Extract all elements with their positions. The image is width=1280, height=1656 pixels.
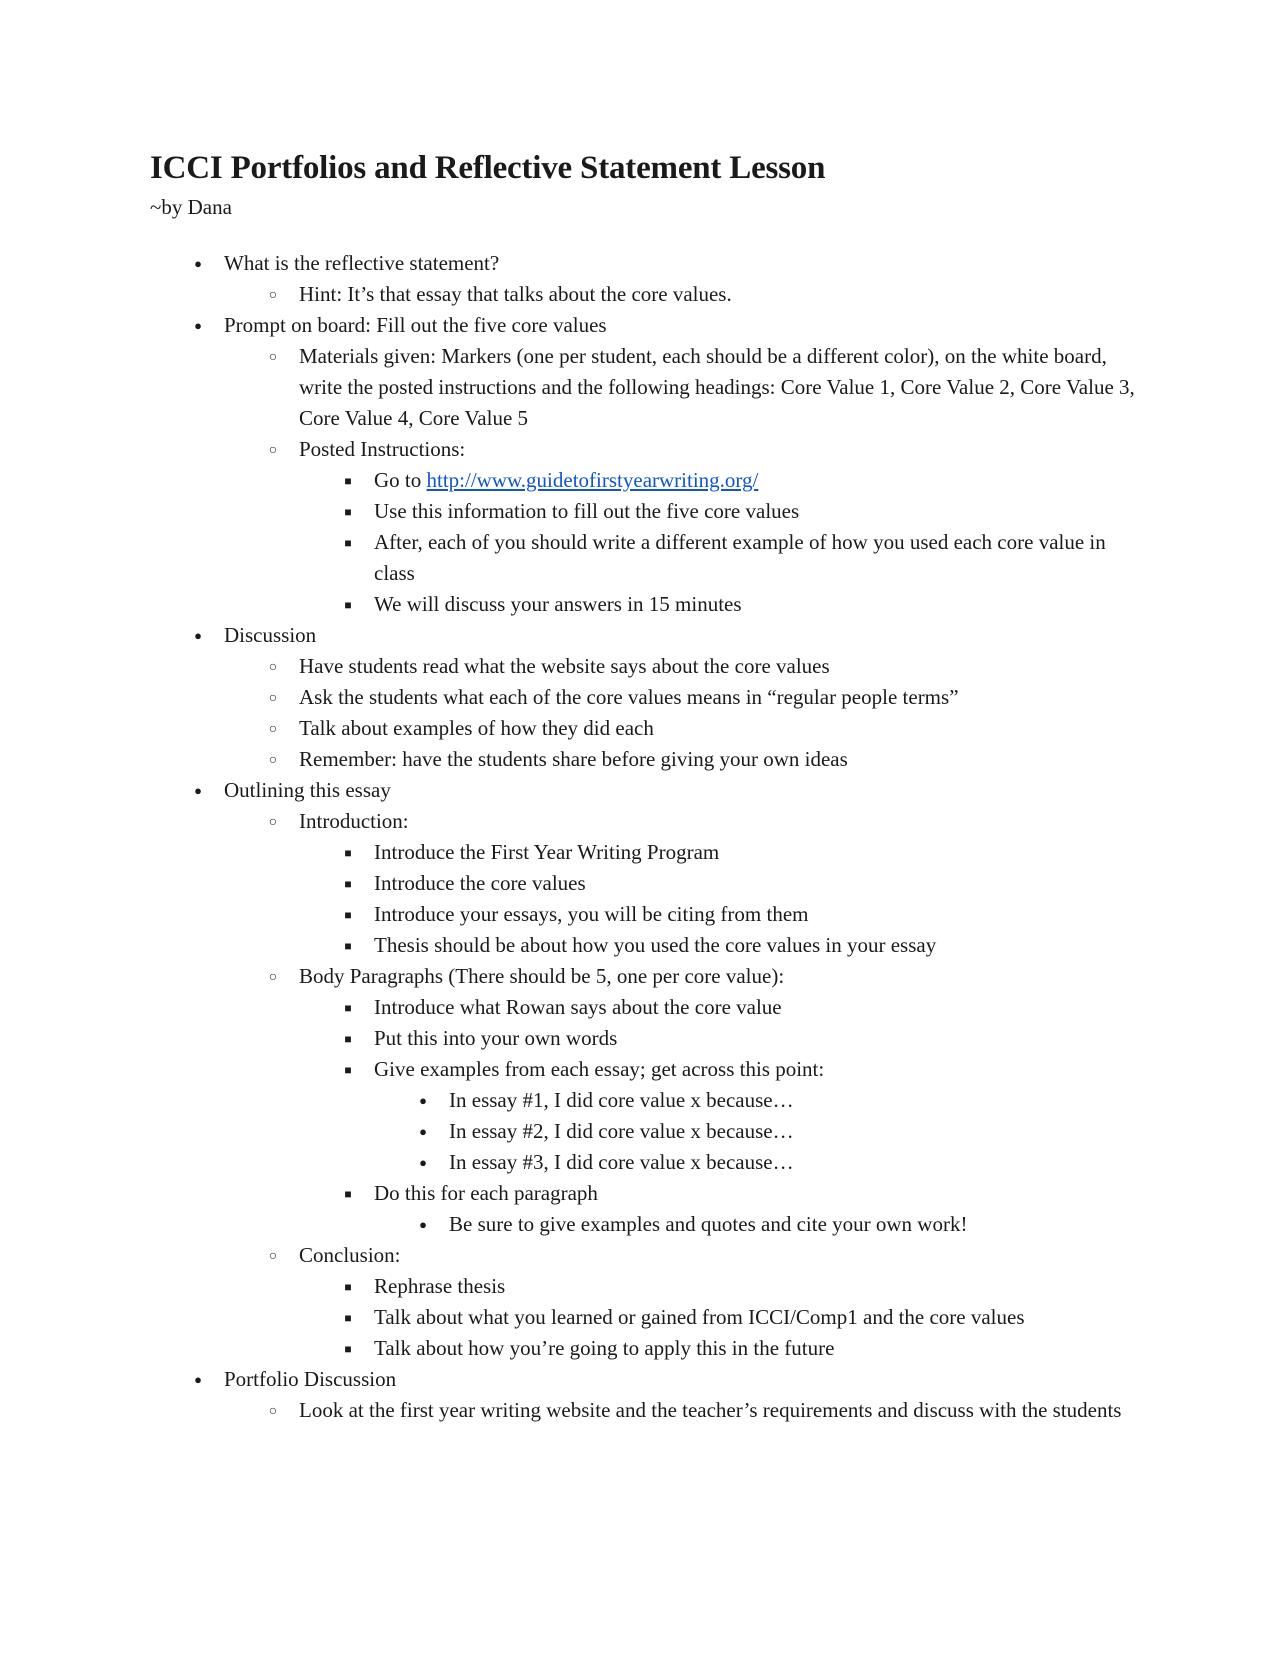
disc-bullet-icon: [413, 1209, 433, 1240]
disc-bullet-icon: [413, 1116, 433, 1147]
circle-bullet-icon: [263, 341, 283, 373]
outline-item-text: Portfolio Discussion: [224, 1367, 397, 1391]
outline-item-level-3: [374, 1023, 1140, 1054]
outline-item-level-3: [374, 1054, 1140, 1178]
disc-bullet-icon: [413, 1147, 433, 1178]
website-link[interactable]: http://www.guidetofirstyearwriting.org/: [426, 468, 759, 492]
outline-item-text: Give examples from each essay; get across this point:: [374, 1057, 825, 1081]
outline-item-text: In essay #2, I did core value x because…: [449, 1119, 794, 1143]
outline-item-level-3: [374, 1178, 1140, 1240]
outline-item-text: Put this into your own words: [374, 1026, 618, 1050]
outline-item-level-3: [374, 589, 1140, 620]
circle-bullet-icon: [263, 744, 283, 776]
outline-item-text: Prompt on board: Fill out the five core values: [224, 313, 607, 337]
outline-item-text: Thesis should be about how you used the core values in your essay: [374, 933, 937, 957]
square-bullet-icon: [338, 930, 358, 962]
sub-list: [299, 1271, 1140, 1364]
circle-bullet-icon: [263, 713, 283, 745]
outline-item-text: Conclusion:: [299, 1243, 401, 1267]
outline-item-level-2: [299, 961, 1140, 1240]
outline-item-level-2: [299, 682, 1140, 713]
outline-item-level-1: [224, 248, 1140, 310]
circle-bullet-icon: [263, 1240, 283, 1272]
sub-list: [374, 1209, 1140, 1240]
outline-item-text: Have students read what the website says about the core values: [299, 654, 830, 678]
outline-item-level-2: [299, 713, 1140, 744]
sub-list: [224, 279, 1140, 310]
outline-item-text: Body Paragraphs (There should be 5, one per core value):: [299, 964, 785, 988]
outline-item-level-1: [224, 775, 1140, 1364]
outline-item-text: Discussion: [224, 623, 317, 647]
outline-item-text: After, each of you should write a different example of how you used each core value in class: [374, 530, 1106, 585]
circle-bullet-icon: [263, 682, 283, 714]
outline-item-level-2: [299, 651, 1140, 682]
circle-bullet-icon: [263, 961, 283, 993]
outline-item-level-3: [374, 1333, 1140, 1364]
outline-item-text: Do this for each paragraph: [374, 1181, 598, 1205]
square-bullet-icon: [338, 1302, 358, 1334]
page-title: ICCI Portfolios and Reflective Statement Lesson: [150, 150, 826, 186]
square-bullet-icon: [338, 1023, 358, 1055]
sub-list: [224, 806, 1140, 1364]
outline-item-text: Posted Instructions:: [299, 437, 466, 461]
outline-item-level-1: [224, 620, 1140, 775]
square-bullet-icon: [338, 496, 358, 528]
sub-list: [224, 1395, 1140, 1426]
outline-item-text: Talk about how you’re going to apply this in the future: [374, 1336, 835, 1360]
outline-item-text: Introduce the core values: [374, 871, 586, 895]
sub-list: [374, 1085, 1140, 1178]
outline-item-text: In essay #1, I did core value x because…: [449, 1088, 794, 1112]
outline-item-text: Introduction:: [299, 809, 409, 833]
sub-list: [299, 992, 1140, 1240]
outline-item-level-3: [374, 868, 1140, 899]
outline-item-text: Talk about examples of how they did each: [299, 716, 654, 740]
outline-item-level-3: [374, 992, 1140, 1023]
square-bullet-icon: [338, 465, 358, 497]
circle-bullet-icon: [263, 1395, 283, 1427]
square-bullet-icon: [338, 1178, 358, 1210]
outline-item-level-4: [449, 1209, 1140, 1240]
sub-list: [224, 341, 1140, 620]
circle-bullet-icon: [263, 434, 283, 466]
outline-item-level-3: [374, 837, 1140, 868]
outline-item-text: Introduce your essays, you will be citing from them: [374, 902, 809, 926]
square-bullet-icon: [338, 527, 358, 559]
outline-item-text: Talk about what you learned or gained from ICCI/Comp1 and the core values: [374, 1305, 1025, 1329]
outline-item-level-3: [374, 496, 1140, 527]
outline-item-level-2: [299, 434, 1140, 620]
outline-item-text: Use this information to fill out the five core values: [374, 499, 800, 523]
disc-bullet-icon: [188, 310, 208, 341]
outline-item-level-3: [374, 930, 1140, 961]
document-page: [150, 148, 1140, 1426]
square-bullet-icon: [338, 1333, 358, 1365]
square-bullet-icon: [338, 837, 358, 869]
circle-bullet-icon: [263, 279, 283, 311]
outline-item-level-3: [374, 465, 1140, 496]
disc-bullet-icon: [188, 775, 208, 806]
outline-item-text: Ask the students what each of the core values means in “regular people terms”: [299, 685, 959, 709]
outline-item-level-2: [299, 1240, 1140, 1364]
outline-item-text: Go to: [374, 468, 427, 492]
outline-item-level-2: [299, 279, 1140, 310]
outline-item-text: Rephrase thesis: [374, 1274, 506, 1298]
outline-item-text: What is the reflective statement?: [224, 251, 500, 275]
disc-bullet-icon: [188, 248, 208, 279]
outline-item-level-4: [449, 1116, 1140, 1147]
outline-item-text: Outlining this essay: [224, 778, 391, 802]
outline-item-level-2: [299, 744, 1140, 775]
outline-item-text: Introduce what Rowan says about the core value: [374, 995, 782, 1019]
outline-item-level-2: [299, 1395, 1140, 1426]
outline-item-text: Hint: It’s that essay that talks about the core values.: [299, 282, 732, 306]
square-bullet-icon: [338, 1054, 358, 1086]
circle-bullet-icon: [263, 806, 283, 838]
outline-item-level-2: [299, 341, 1140, 434]
sub-list: [299, 465, 1140, 620]
square-bullet-icon: [338, 899, 358, 931]
square-bullet-icon: [338, 1271, 358, 1303]
outline-item-level-4: [449, 1085, 1140, 1116]
outline-item-text: Be sure to give examples and quotes and cite your own work!: [449, 1212, 968, 1236]
outline-item-level-3: [374, 1271, 1140, 1302]
outline-item-level-1: [224, 1364, 1140, 1426]
outline-item-text: Introduce the First Year Writing Program: [374, 840, 720, 864]
outline-item-level-3: [374, 899, 1140, 930]
square-bullet-icon: [338, 589, 358, 621]
outline-item-level-3: [374, 527, 1140, 589]
outline-item-level-2: [299, 806, 1140, 961]
outline-item-text: In essay #3, I did core value x because…: [449, 1150, 794, 1174]
square-bullet-icon: [338, 868, 358, 900]
disc-bullet-icon: [413, 1085, 433, 1116]
author-byline: ~by Dana: [150, 195, 232, 219]
square-bullet-icon: [338, 992, 358, 1024]
outline-item-level-1: [224, 310, 1140, 620]
outline-item-text: Remember: have the students share before giving your own ideas: [299, 747, 848, 771]
circle-bullet-icon: [263, 651, 283, 683]
outline-item-level-3: [374, 1302, 1140, 1333]
outline-item-text: We will discuss your answers in 15 minutes: [374, 592, 742, 616]
sub-list: [299, 837, 1140, 961]
outline-item-text: Materials given: Markers (one per student, each should be a different color), on the white board, write the posted instructions and the following headings: Core Value 1, Core Value 2, Core Value 3, Core Value 4, Core Value 5: [299, 344, 1135, 430]
outline-item-text: Look at the first year writing website and the teacher’s requirements and discuss with the students: [299, 1398, 1122, 1422]
disc-bullet-icon: [188, 620, 208, 651]
sub-list: [224, 651, 1140, 775]
outline-item-level-4: [449, 1147, 1140, 1178]
disc-bullet-icon: [188, 1364, 208, 1395]
lesson-outline: [150, 248, 1140, 1426]
